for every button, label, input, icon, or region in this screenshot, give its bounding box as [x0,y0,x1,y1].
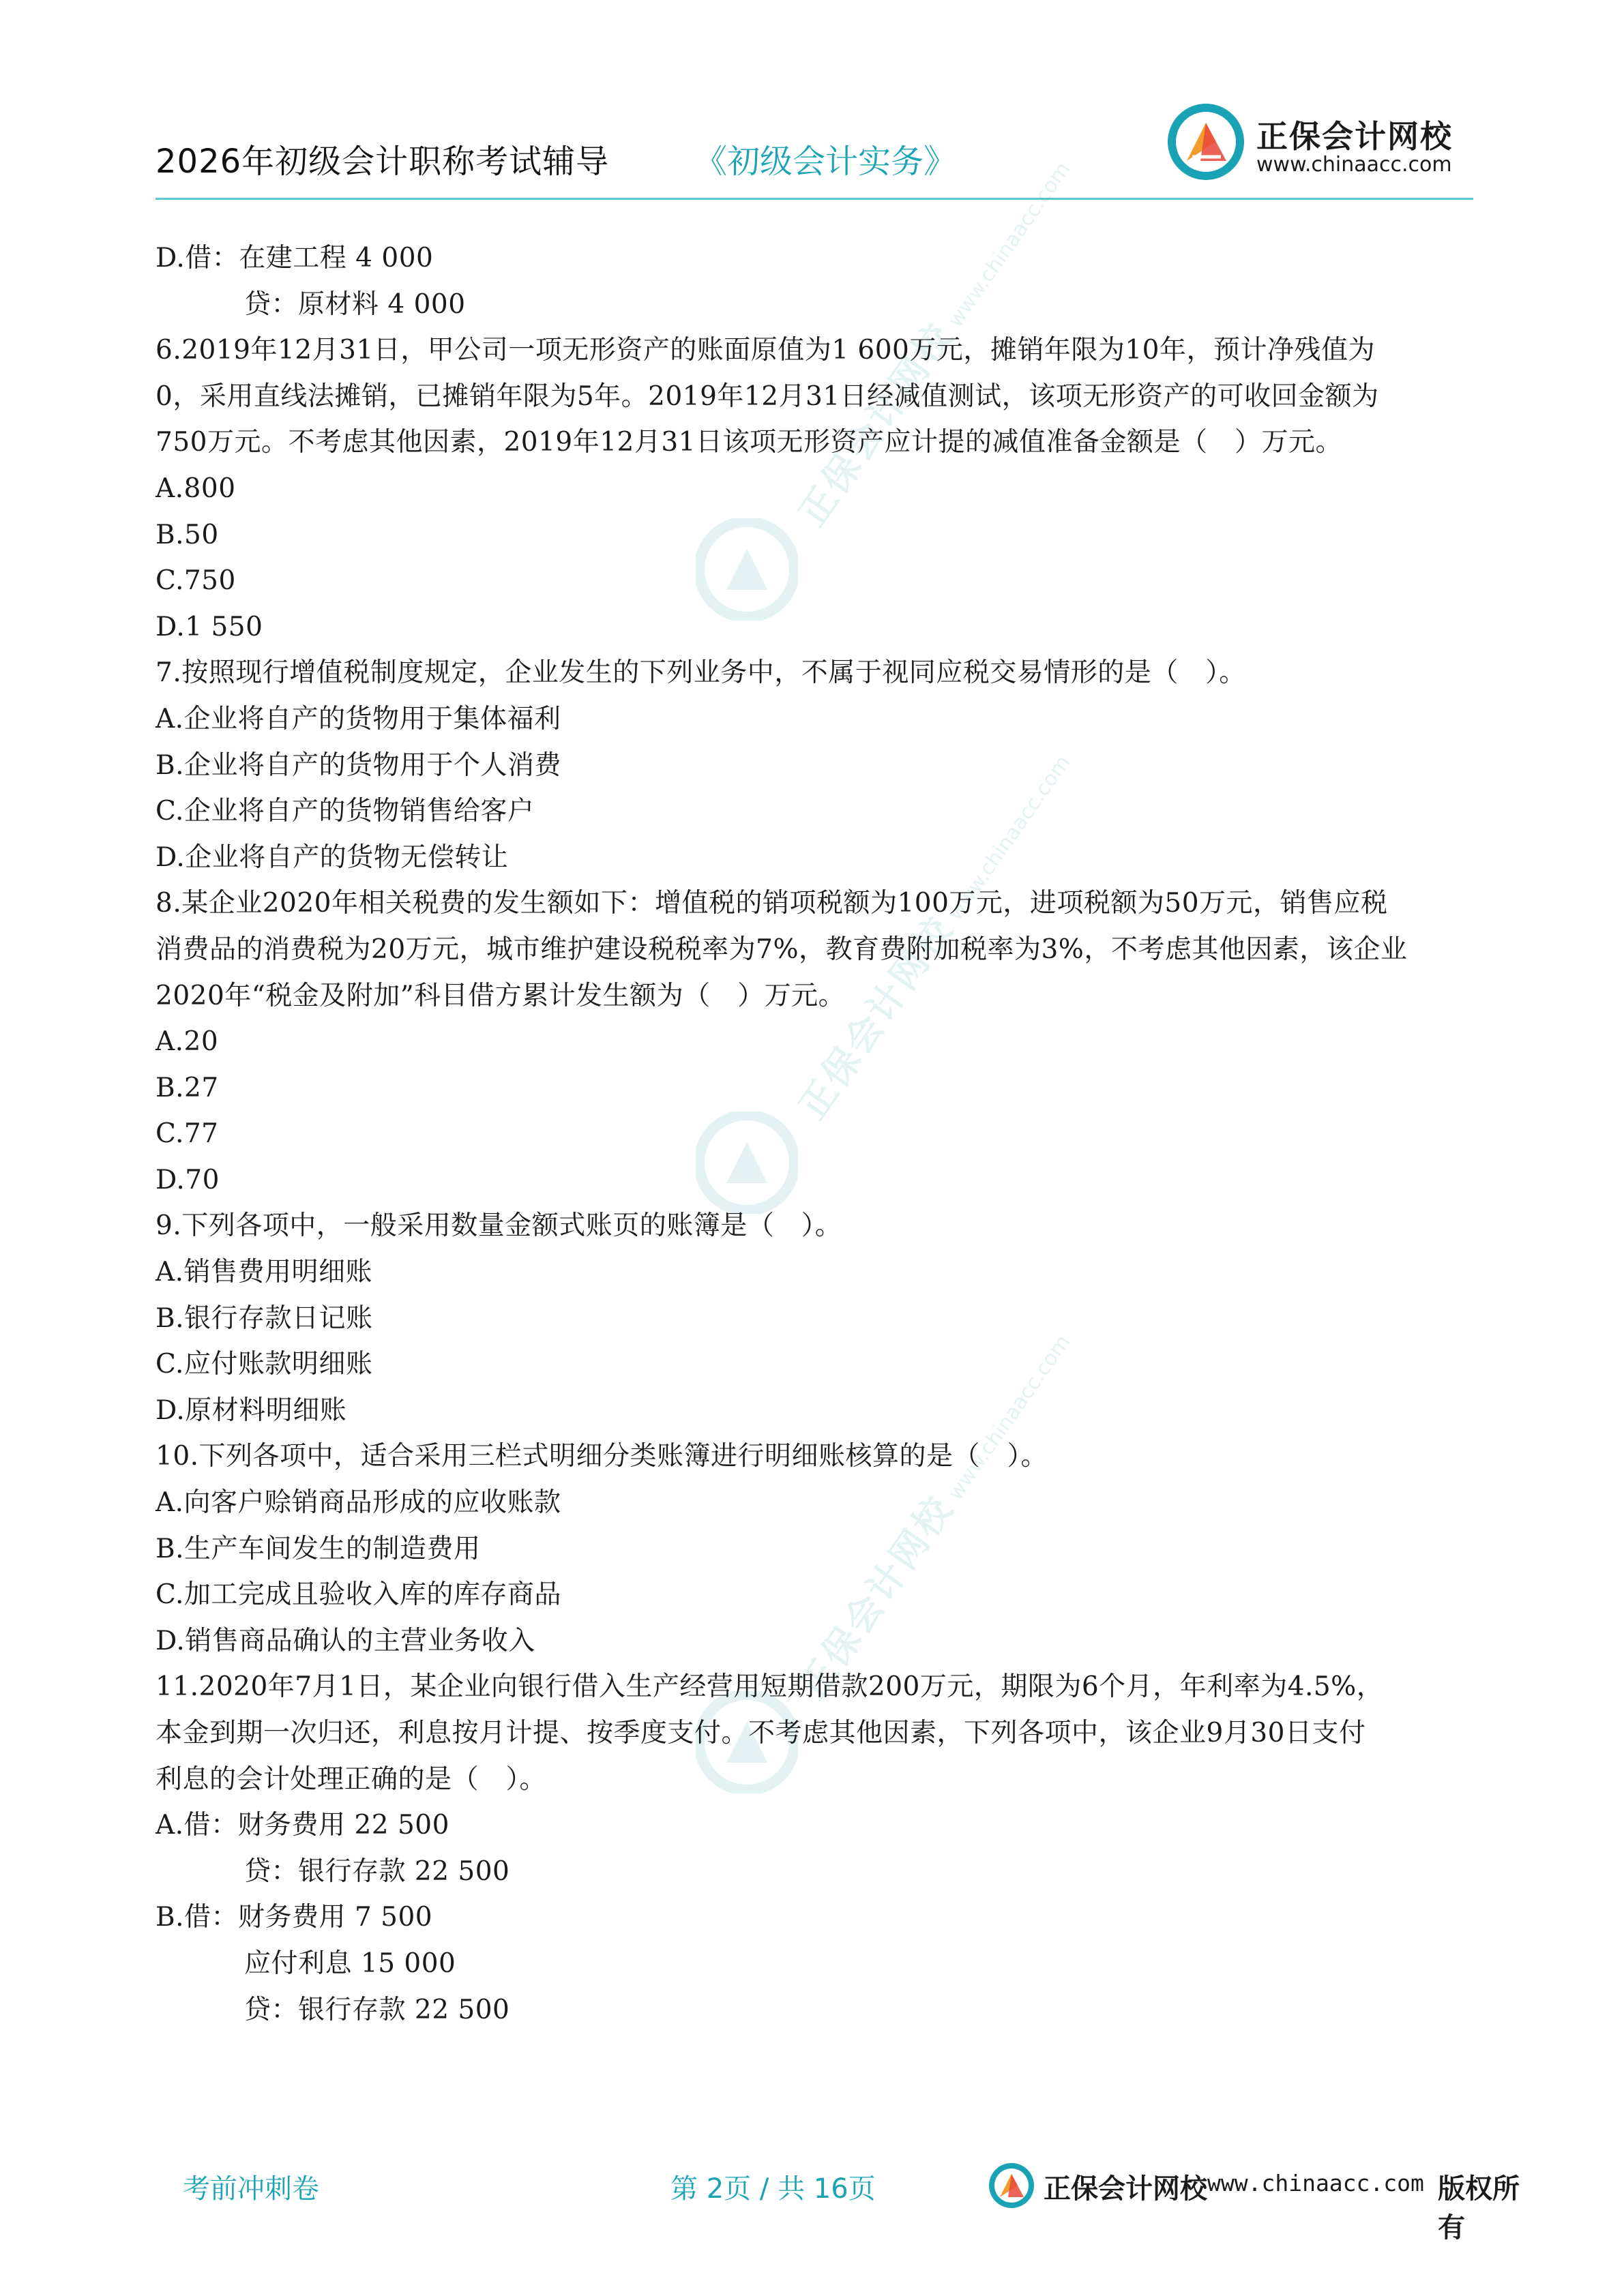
header-book-title: 《初级会计实务》 [694,143,957,181]
text-line: 11.2020年7月1日，某企业向银行借入生产经营用短期借款200万元，期限为6个月，年利率为4.5%， [156,1671,1384,1703]
text-line: C.应付账款明细账 [156,1349,373,1380]
text-line: D.企业将自产的货物无偿转让 [156,841,509,873]
text-line: 7.按照现行增值税制度规定，企业发生的下列业务中，不属于视同应税交易情形的是（ ）。 [156,657,1246,689]
text-line: 贷：原材料 4 000 [244,288,466,320]
text-line: C.750 [156,565,236,597]
watermark-url: www.chinaacc.com [943,158,1076,332]
text-line: D.70 [156,1164,220,1195]
text-line: C.77 [156,1118,219,1150]
text-line: A.向客户赊销商品形成的应收账款 [156,1487,561,1519]
text-line: A.800 [156,473,236,504]
text-line: B.借：财务费用 7 500 [156,1902,433,1933]
text-line: A.20 [156,1026,219,1058]
footer-url: www.chinaacc.com [1207,2170,1424,2196]
watermark-name: 正保会计网校 [791,908,962,1127]
chinaacc-logo-icon [1166,102,1245,181]
page-footer [183,2162,1520,2243]
text-line: B.企业将自产的货物用于个人消费 [156,749,562,781]
footer-logo-icon [988,2162,1035,2209]
text-line: D.原材料明细账 [156,1395,347,1426]
text-line: 6.2019年12月31日，甲公司一项无形资产的账面原值为1 600万元，摊销年限为10年，预计净残值为 [156,335,1375,366]
watermark-url: www.chinaacc.com [943,1330,1076,1505]
text-line: 利息的会计处理正确的是（ ）。 [156,1763,547,1795]
text-line: B.27 [156,1072,219,1103]
text-line: B.银行存款日记账 [156,1302,373,1334]
text-line: 本金到期一次归还，利息按月计提、按季度支付。不考虑其他因素，下列各项中，该企业9月30日支付 [156,1718,1366,1748]
page-header [156,89,1473,201]
text-line: A.销售费用明细账 [156,1257,373,1288]
header-title: 2026年初级会计职称考试辅导 [156,143,610,181]
watermark-name: 正保会计网校 [791,314,962,534]
text-line: D.1 550 [156,611,263,642]
text-line: C.企业将自产的货物销售给客户 [156,796,535,827]
text-line: 10.下列各项中，适合采用三栏式明细分类账簿进行明细账核算的是（ ）。 [156,1441,1048,1472]
logo-name: 正保会计网校 [1256,118,1453,155]
header-divider [156,198,1473,200]
text-line: C.加工完成且验收入库的库存商品 [156,1579,561,1611]
text-line: 贷：银行存款 22 500 [244,1855,510,1887]
text-line: 8.某企业2020年相关税费的发生额如下：增值税的销项税额为100万元，进项税额为50万元，销售应税 [156,888,1388,919]
text-line: 2020年“税金及附加”科目借方累计发生额为（ ）万元。 [156,980,846,1011]
text-line: D.借：在建工程 4 000 [156,243,434,273]
question-content [156,235,1475,2033]
footer-doc-type: 考前冲刺卷 [183,2173,319,2205]
text-line: A.借：财务费用 22 500 [156,1810,449,1841]
text-line: 0，采用直线法摊销，已摊销年限为5年。2019年12月31日经减值测试，该项无形资产的可收回金额为 [156,381,1379,412]
footer-brand: 正保会计网校 [1044,2173,1207,2205]
footer-rights: 版权所有 [1438,2173,1520,2243]
text-line: 消费品的消费税为20万元，城市维护建设税税率为7%，教育费附加税率为3%，不考虑其他因素，该企业 [156,934,1408,965]
footer-page-number: 第 2页 / 共 16页 [670,2173,876,2205]
text-line: B.50 [156,519,219,550]
text-line: 应付利息 15 000 [244,1948,456,1979]
watermark-name: 正保会计网校 [791,1487,962,1707]
brand-logo [1166,102,1473,191]
text-line: B.生产车间发生的制造费用 [156,1533,481,1564]
text-line: D.销售商品确认的主营业务收入 [156,1625,535,1656]
text-line: A.企业将自产的货物用于集体福利 [156,703,561,734]
text-line: 9.下列各项中，一般采用数量金额式账页的账簿是（ ）。 [156,1210,842,1242]
watermark-url: www.chinaacc.com [943,751,1076,925]
logo-url: www.chinaacc.com [1256,153,1452,177]
text-line: 750万元。不考虑其他因素，2019年12月31日该项无形资产应计提的减值准备金额是（ ）万元。 [156,427,1342,458]
text-line: 贷：银行存款 22 500 [244,1994,510,2025]
